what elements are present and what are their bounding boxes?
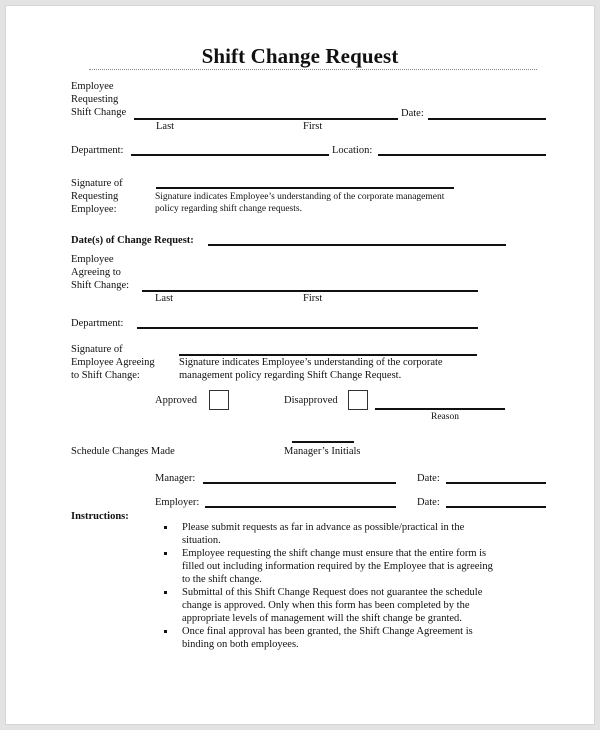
requesting-signature-note: Signature indicates Employee’s understanding of the corporate management policy regarding shift change requests.: [155, 192, 445, 214]
employer-date-label: Date:: [417, 497, 440, 508]
title-divider: [89, 69, 537, 70]
requesting-department-field[interactable]: [131, 154, 329, 156]
reason-sublabel: Reason: [431, 412, 459, 422]
instruction-item: Please submit requests as far in advance as possible/practical in the situation.: [156, 521, 496, 547]
requesting-signature-field[interactable]: [156, 187, 454, 189]
instruction-item: Employee requesting the shift change must ensure that the entire form is filled out including information required by the Employee that is agreeing to the shift change.: [156, 547, 496, 586]
request-date-label: Date:: [401, 108, 424, 119]
employer-label: Employer:: [155, 497, 200, 508]
employer-date-field[interactable]: [446, 506, 546, 508]
request-date-field[interactable]: [428, 118, 546, 120]
instruction-item: Submittal of this Shift Change Request does not guarantee the schedule change is approved. Only when this form has been completed by the appropriate levels of management will the shift change be granted.: [156, 586, 496, 625]
instructions-list: [156, 521, 496, 651]
last-name-sublabel: Last: [155, 293, 174, 304]
agreeing-department-label: Department:: [71, 318, 124, 329]
form-page: [5, 5, 595, 725]
requesting-employee-label: Employee Requesting Shift Change: [71, 81, 127, 118]
disapproved-checkbox[interactable]: [348, 390, 368, 410]
agreeing-signature-label: Signature of Employee Agreeing to Shift Change:: [71, 344, 155, 381]
manager-date-field[interactable]: [446, 482, 546, 484]
page-title: Shift Change Request: [201, 44, 399, 68]
location-label: Location:: [332, 145, 373, 156]
agreeing-employee-label: Employee Agreeing to Shift Change:: [71, 254, 130, 291]
instruction-item: Once final approval has been granted, the Shift Change Agreement is binding on both employees.: [156, 625, 496, 651]
first-name-sublabel: First: [303, 121, 323, 132]
manager-initials-field[interactable]: [292, 441, 354, 443]
employer-field[interactable]: [205, 506, 396, 508]
agreeing-department-field[interactable]: [137, 327, 478, 329]
approved-checkbox[interactable]: [209, 390, 229, 410]
dates-of-change-field[interactable]: [208, 244, 506, 246]
manager-label: Manager:: [155, 473, 196, 484]
first-name-sublabel: First: [303, 293, 323, 304]
reason-field[interactable]: [375, 408, 505, 410]
agreeing-signature-note: Signature indicates Employee’s understanding of the corporate management policy regarding Shift Change Request.: [179, 357, 443, 381]
schedule-changes-made-label: Schedule Changes Made: [71, 446, 175, 457]
manager-initials-label: Manager’s Initials: [284, 446, 361, 457]
dates-of-change-label: Date(s) of Change Request:: [71, 235, 194, 246]
requesting-signature-label: Signature of Requesting Employee:: [71, 178, 123, 215]
location-field[interactable]: [378, 154, 546, 156]
manager-field[interactable]: [203, 482, 396, 484]
instructions-heading: Instructions:: [71, 511, 129, 522]
manager-date-label: Date:: [417, 473, 440, 484]
approved-label: Approved: [155, 395, 197, 406]
department-label: Department:: [71, 145, 124, 156]
last-name-sublabel: Last: [156, 121, 175, 132]
disapproved-label: Disapproved: [284, 395, 338, 406]
